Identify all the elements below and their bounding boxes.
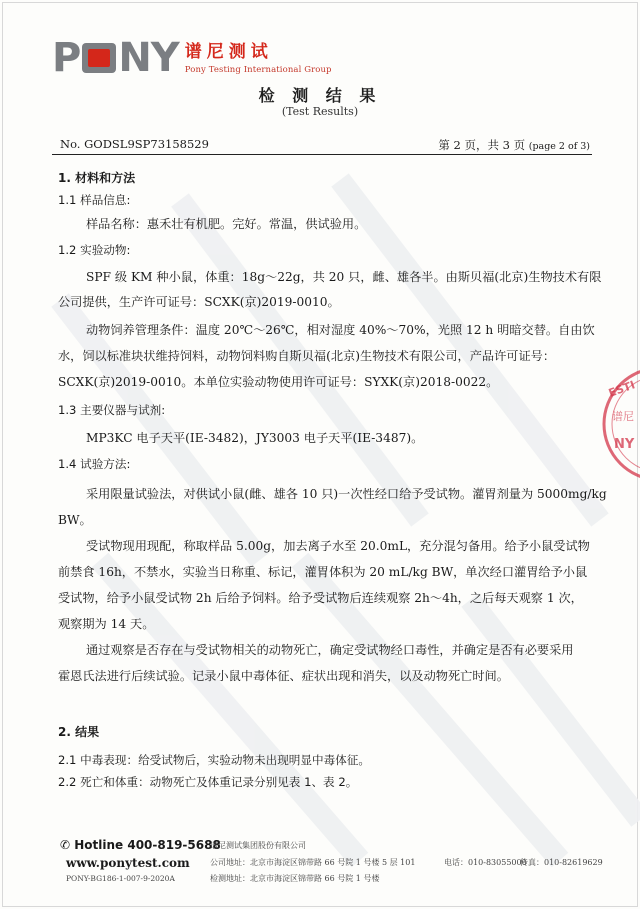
method-p2-line3: 受试物，给予小鼠受试物 2h 后给予饲料。给予受试物后连续观察 2h～4h，之后每天观察 1 次， [58, 591, 583, 605]
instruments-text: MP3KC 电子天平(IE-3482)，JY3003 电子天平(IE-3487)。 [86, 431, 424, 445]
svg-text:ESTI: ESTI [606, 378, 637, 400]
phone-icon: ✆ [60, 838, 75, 852]
logo-o-icon [81, 41, 117, 75]
section-1-heading: 1. 材料和方法 [58, 171, 136, 185]
result-2-2-text: 2.2 死亡和体重：动物死亡及体重记录分别见表 1、表 2。 [58, 775, 358, 789]
page-subtitle: (Test Results) [281, 105, 359, 118]
svg-text:NY: NY [614, 437, 635, 452]
footer-lab-address: 检测地址：北京市海淀区锦带路 66 号院 1 号楼 [210, 874, 380, 883]
logo-wordmark: P NY [52, 35, 179, 81]
animals-p2-line3: SCXK(京)2019-0010。本单位实验动物使用许可证号：SYXK(京)2018-0022。 [58, 375, 499, 389]
footer-hotline: ✆ Hotline 400-819-5688 [60, 838, 221, 852]
animals-p1-line1: SPF 级 KM 种小鼠，体重：18g～22g，共 20 只，雌、雄各半。由斯贝福(北京)生物技术有限 [86, 270, 602, 284]
section-2-heading: 2. 结果 [58, 725, 100, 739]
sample-info-text: 样品名称：惠禾壮有机肥。完好。常温，供试验用。 [86, 217, 367, 231]
method-p2-line2: 前禁食 16h，不禁水，实验当日称重、标记，灌胃体积为 20 mL/kg BW，单次经口灌胃给予小鼠 [58, 565, 588, 579]
header-divider [52, 154, 592, 155]
logo-english-name: Pony Testing International Group [184, 65, 332, 75]
method-p1-line2: BW。 [58, 513, 92, 527]
page-indicator-cn: 第 2 页，共 3 页 [438, 138, 526, 152]
method-p2-line1: 受试物现用现配，称取样品 5.00g，加去离子水至 20.0mL，充分混匀备用。给予小鼠受试物 [86, 539, 590, 553]
page-title: 检 测 结 果 [258, 86, 382, 105]
page-indicator [438, 137, 590, 153]
section-1-2-heading: 1.2 实验动物: [58, 243, 131, 257]
logo-chinese-name: 谱尼测试 [184, 42, 273, 62]
animals-p1-line2: 公司提供，生产许可证号：SCXK(京)2019-0010。 [58, 295, 340, 309]
section-1-1-heading: 1.1 样品信息: [58, 193, 131, 207]
footer-company-address: 公司地址：北京市海淀区锦带路 66 号院 1 号楼 5 层 101 [210, 858, 416, 867]
section-1-4-heading: 1.4 试验方法: [58, 457, 131, 471]
result-2-1-text: 2.1 中毒表现：给受试物后，实验动物未出现明显中毒体征。 [58, 753, 370, 767]
footer-form-code: PONY-BG186-1-007-9-2020A [66, 874, 175, 883]
footer-company: 谱尼测试集团股份有限公司 [210, 841, 306, 850]
footer-website[interactable]: www.ponytest.com [66, 856, 190, 870]
section-1-3-heading: 1.3 主要仪器与试剂: [58, 403, 166, 417]
company-logo [52, 35, 332, 81]
method-p3-line2: 霍恩氏法进行后续试验。记录小鼠中毒体征、症状出现和消失，以及动物死亡时间。 [58, 669, 509, 683]
report-number: No. GODSL9SP73158529 [60, 137, 209, 151]
page-indicator-en: (page 2 of 3) [528, 141, 590, 152]
footer-fax: 传真：010-82619629 [520, 858, 603, 867]
animals-p2-line2: 水，饲以标准块状维持饲料，动物饲料购自斯贝福(北京)生物技术有限公司，产品许可证号： [58, 349, 556, 363]
footer-tel: 电话：010-83055000 [444, 858, 527, 867]
svg-text:谱尼: 谱尼 [612, 410, 634, 423]
method-p2-line4: 观察期为 14 天。 [58, 617, 155, 631]
official-seal [598, 360, 640, 490]
method-p1-line1: 采用限量试验法，对供试小鼠(雌、雄各 10 只)一次性经口给予受试物。灌胃剂量为 5000mg/kg [86, 487, 607, 501]
method-p3-line1: 通过观察是否存在与受试物相关的动物死亡，确定受试物经口毒性，并确定是否有必要采用 [86, 643, 574, 657]
animals-p2-line1: 动物饲养管理条件：温度 20℃～26℃，相对湿度 40%～70%，光照 12 h 明暗交替。自由饮 [86, 323, 595, 337]
